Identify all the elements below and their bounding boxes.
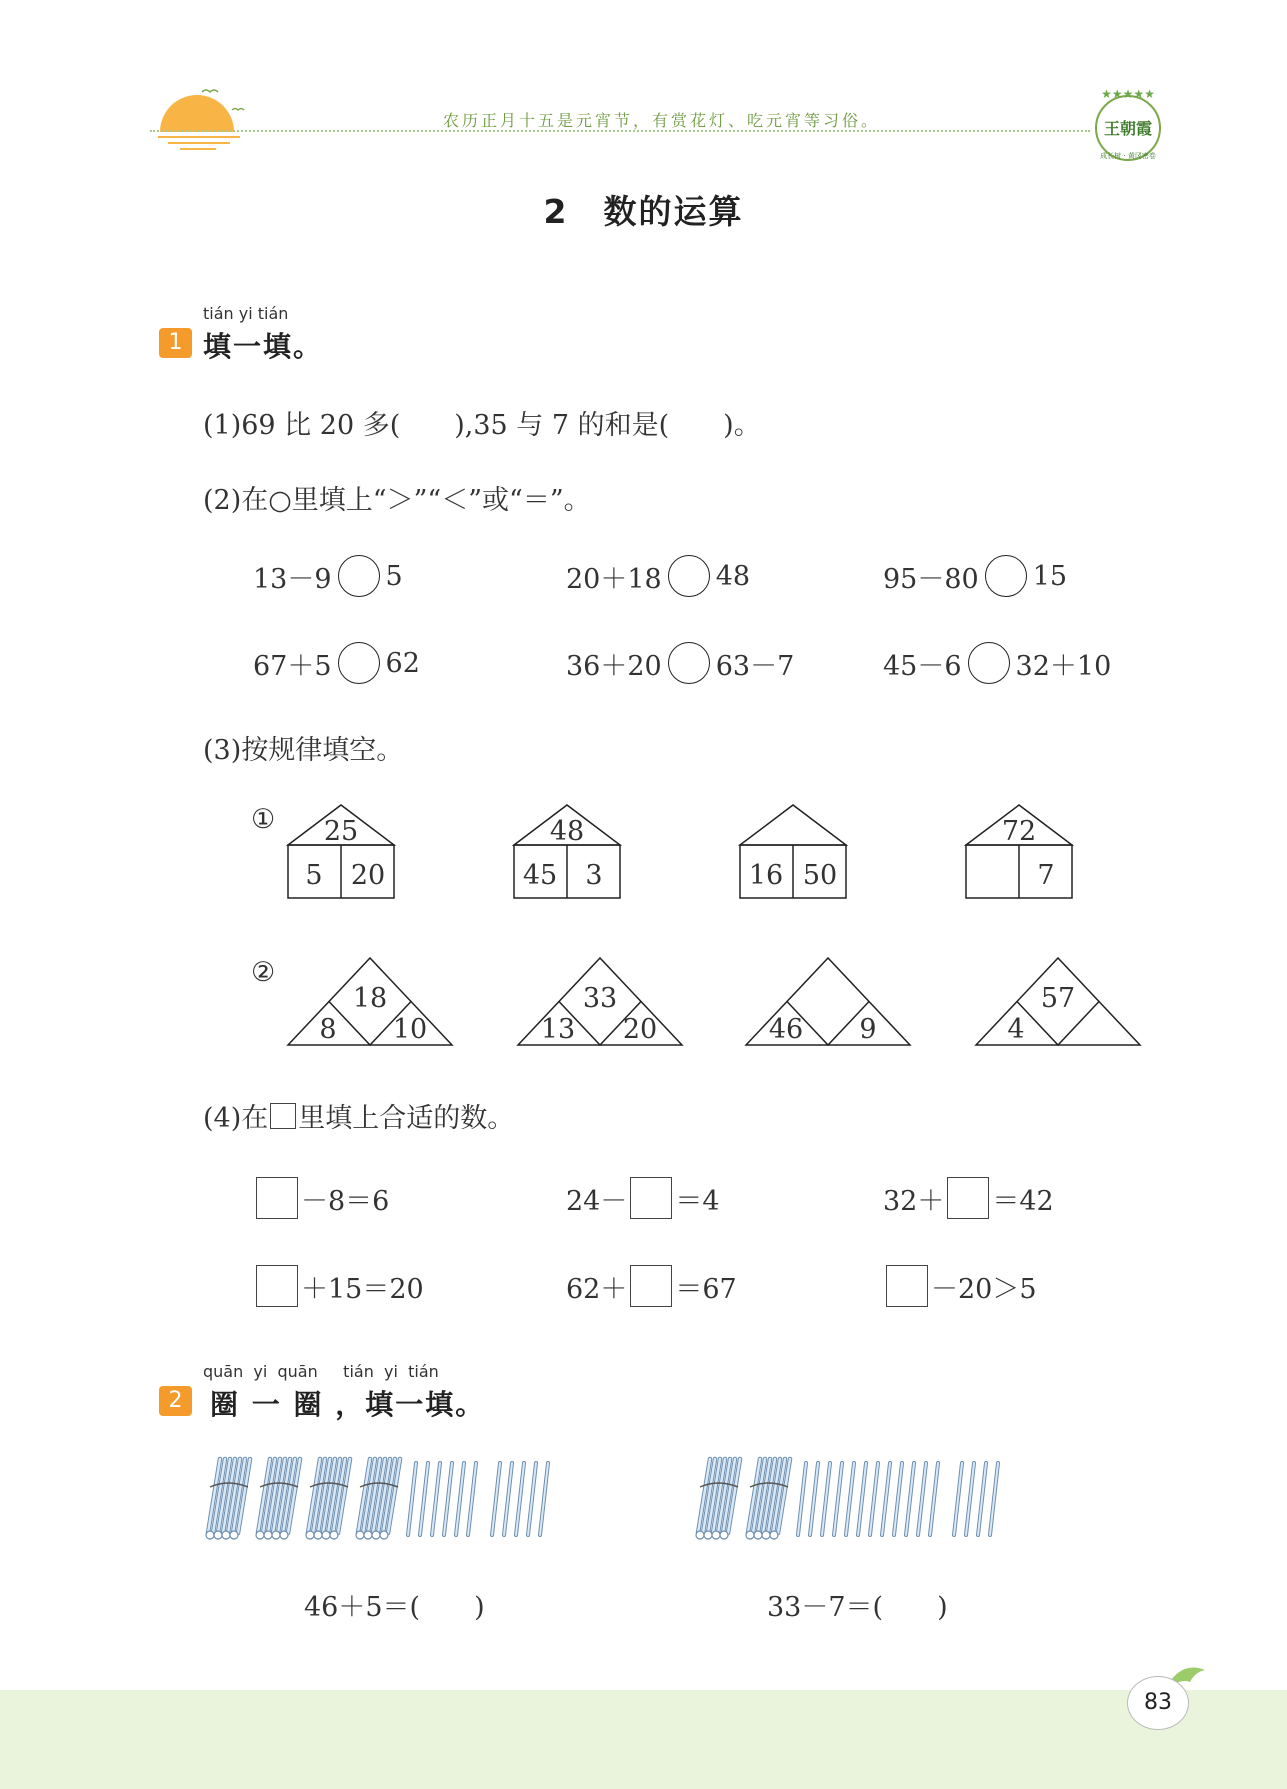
triangle-top: 18 <box>352 983 388 1014</box>
single-stick <box>858 1463 866 1535</box>
header-divider <box>150 130 1090 132</box>
triangle-left: 4 <box>1007 1014 1025 1045</box>
answer-circle[interactable] <box>338 642 380 684</box>
fill-equation <box>883 1177 1054 1219</box>
q1-part4-post: 里填上合适的数。 <box>298 1103 515 1134</box>
equation-post: －8＝6 <box>301 1185 390 1217</box>
q1-part2: (2)在○里填上“＞”“＜”或“＝”。 <box>203 485 591 516</box>
house-top: 48 <box>549 816 585 847</box>
compare-item <box>883 642 1111 684</box>
single-stick <box>918 1463 926 1535</box>
stick-bundle <box>206 1459 250 1539</box>
pattern-mark-2: ② <box>251 957 276 988</box>
q2-number-badge: 2 <box>159 1386 192 1416</box>
triangle-top: 33 <box>582 983 618 1014</box>
q2-equation-2: 33－7＝( ) <box>767 1592 948 1623</box>
answer-circle[interactable] <box>985 555 1027 597</box>
compare-right: 5 <box>385 560 403 592</box>
equation-post: ＋15＝20 <box>301 1273 424 1305</box>
house-left: 16 <box>748 860 784 891</box>
single-stick <box>504 1463 512 1535</box>
compare-right: 62 <box>385 647 420 679</box>
triangle-4 <box>976 958 1140 1045</box>
q1-number-badge: 1 <box>159 328 192 358</box>
single-stick <box>930 1463 938 1535</box>
house-top: 25 <box>323 816 359 847</box>
triangle-left: 8 <box>319 1014 337 1045</box>
answer-box[interactable] <box>256 1177 298 1219</box>
house-right: 50 <box>802 860 838 891</box>
compare-left: 67＋5 <box>253 650 332 682</box>
single-stick <box>990 1463 998 1535</box>
single-stick <box>846 1463 854 1535</box>
sticks-group-2[interactable] <box>690 1455 1050 1545</box>
single-stick <box>444 1463 452 1535</box>
compare-item <box>883 555 1067 597</box>
pattern-mark-1: ① <box>251 804 276 835</box>
answer-circle[interactable] <box>668 555 710 597</box>
house-diagrams <box>280 800 1080 915</box>
q2-pinyin: quān yi quān tián yi tián <box>203 1362 439 1381</box>
compare-item <box>566 642 794 684</box>
equation-post: －20＞5 <box>931 1273 1037 1305</box>
single-stick <box>954 1463 962 1535</box>
single-stick <box>798 1463 806 1535</box>
answer-box[interactable] <box>256 1265 298 1307</box>
equation-pre: 24－ <box>566 1185 628 1217</box>
triangle-right: 20 <box>622 1014 658 1045</box>
single-stick <box>456 1463 464 1535</box>
q1-title: 填一填。 <box>203 330 324 363</box>
svg-text:成长树 · 黄冈密卷: 成长树 · 黄冈密卷 <box>1100 152 1156 160</box>
page-number: 83 <box>1127 1676 1189 1730</box>
single-stick <box>822 1463 830 1535</box>
answer-box[interactable] <box>947 1177 989 1219</box>
equation-post: ＝4 <box>675 1185 720 1217</box>
house-top: 72 <box>1001 816 1037 847</box>
fill-equation <box>253 1265 424 1307</box>
compare-item <box>566 555 750 597</box>
compare-left: 20＋18 <box>566 563 662 595</box>
single-stick <box>882 1463 890 1535</box>
q1-part3: (3)按规律填空。 <box>203 735 404 766</box>
single-stick <box>528 1463 536 1535</box>
compare-right: 48 <box>715 560 751 592</box>
house-2 <box>514 805 620 898</box>
compare-left: 13－9 <box>253 563 332 595</box>
answer-box[interactable] <box>886 1265 928 1307</box>
stick-bundle <box>746 1459 790 1539</box>
equation-pre: 32＋ <box>883 1185 945 1217</box>
stick-bundle <box>356 1459 400 1539</box>
compare-left: 95－80 <box>883 563 979 595</box>
brand-logo <box>1088 78 1168 170</box>
stick-bundle <box>256 1459 300 1539</box>
q1-pinyin: tián yi tián <box>203 304 289 323</box>
single-stick <box>516 1463 524 1535</box>
compare-left: 45－6 <box>883 650 962 682</box>
triangle-2 <box>518 958 682 1045</box>
stick-bundle <box>306 1459 350 1539</box>
triangle-diagrams <box>280 955 1160 1050</box>
sticks-group-1[interactable] <box>200 1455 610 1545</box>
single-stick <box>420 1463 428 1535</box>
triangle-left: 13 <box>540 1014 576 1045</box>
fill-equation <box>883 1265 1037 1307</box>
single-stick <box>810 1463 818 1535</box>
stick-bundle <box>696 1459 740 1539</box>
single-stick <box>492 1463 500 1535</box>
answer-box[interactable] <box>630 1177 672 1219</box>
equation-post: ＝67 <box>675 1273 737 1305</box>
triangle-1 <box>288 958 452 1045</box>
single-stick <box>408 1463 416 1535</box>
triangle-3 <box>746 958 910 1045</box>
single-stick <box>978 1463 986 1535</box>
svg-text:王朝霞: 王朝霞 <box>1103 119 1153 138</box>
fill-equation <box>566 1265 737 1307</box>
answer-circle[interactable] <box>338 555 380 597</box>
triangle-top: 57 <box>1040 983 1076 1014</box>
single-stick <box>834 1463 842 1535</box>
fill-equation <box>253 1177 389 1219</box>
triangle-left: 46 <box>768 1014 804 1045</box>
q1-part1: (1)69 比 20 多( ),35 与 7 的和是( )。 <box>203 410 761 441</box>
single-stick <box>540 1463 548 1535</box>
house-4 <box>966 805 1072 898</box>
answer-circle[interactable] <box>968 642 1010 684</box>
compare-right: 32＋10 <box>1015 650 1112 682</box>
house-right: 7 <box>1037 860 1055 891</box>
svg-text:★★★★★: ★★★★★ <box>1101 87 1155 101</box>
q2-title: 圈 一 圈 ，填一填。 <box>210 1388 486 1421</box>
house-right: 20 <box>350 860 386 891</box>
compare-item <box>253 555 403 597</box>
single-stick <box>870 1463 878 1535</box>
q2-equation-1: 46＋5＝( ) <box>304 1592 485 1623</box>
single-stick <box>906 1463 914 1535</box>
equation-post: ＝42 <box>992 1185 1054 1217</box>
sun-icon <box>150 80 260 159</box>
page-title: 2 数的运算 <box>543 192 744 231</box>
house-1 <box>288 805 394 898</box>
house-right: 3 <box>585 860 603 891</box>
answer-circle[interactable] <box>668 642 710 684</box>
square-symbol <box>270 1103 296 1129</box>
house-left: 5 <box>305 860 323 891</box>
triangle-right: 10 <box>392 1014 428 1045</box>
single-stick <box>894 1463 902 1535</box>
footer-band <box>0 1690 1287 1789</box>
header-slogan: 农历正月十五是元宵节，有赏花灯、吃元宵等习俗。 <box>443 111 881 130</box>
compare-right: 15 <box>1032 560 1068 592</box>
compare-right: 63－7 <box>715 650 795 682</box>
house-3 <box>740 805 846 898</box>
answer-box[interactable] <box>630 1265 672 1307</box>
house-left: 45 <box>522 860 558 891</box>
triangle-right: 9 <box>859 1014 877 1045</box>
single-stick <box>966 1463 974 1535</box>
single-stick <box>468 1463 476 1535</box>
equation-pre: 62＋ <box>566 1273 628 1305</box>
q1-part4 <box>203 1096 514 1135</box>
fill-equation <box>566 1177 720 1219</box>
q1-part4-pre: (4)在 <box>203 1103 269 1134</box>
single-stick <box>432 1463 440 1535</box>
compare-left: 36＋20 <box>566 650 662 682</box>
compare-item <box>253 642 420 684</box>
